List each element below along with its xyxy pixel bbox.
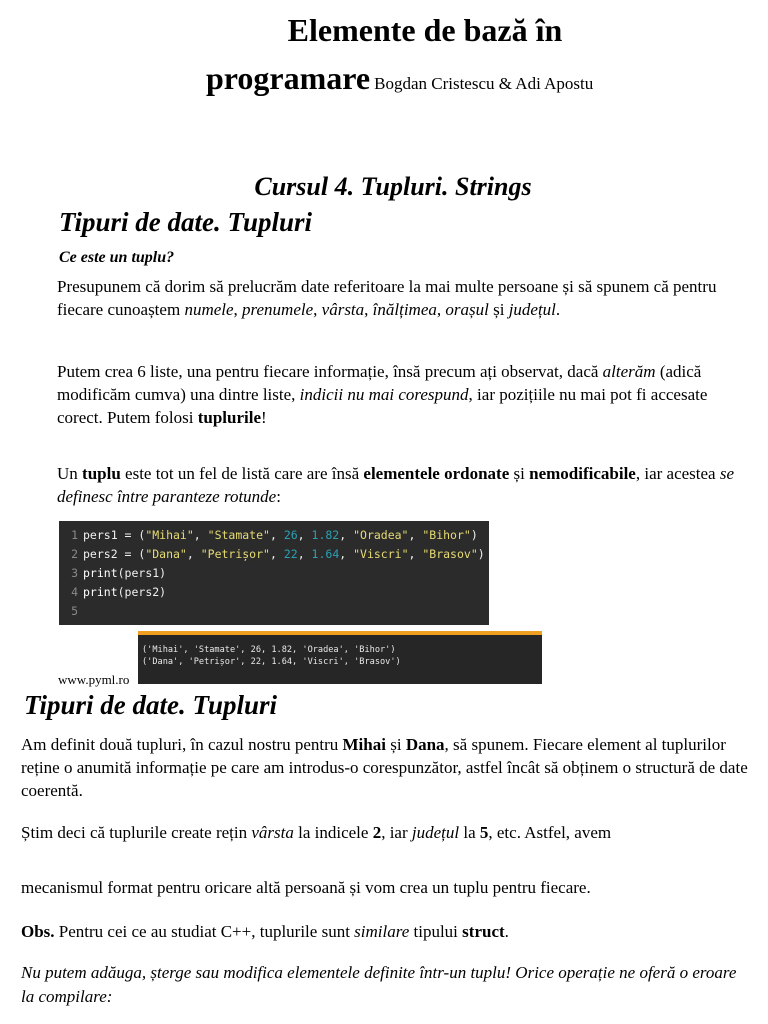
code-line bbox=[59, 545, 489, 564]
authors: Bogdan Cristescu & Adi Apostu bbox=[374, 74, 594, 93]
code-token: print bbox=[83, 585, 118, 599]
text-run: la indicele bbox=[293, 823, 373, 842]
paragraph bbox=[21, 876, 751, 899]
line-number: 1 bbox=[71, 528, 78, 542]
text-run: , bbox=[436, 300, 446, 319]
code-line bbox=[59, 583, 489, 602]
text-run: Știm deci că tuplurile create rețin bbox=[21, 823, 252, 842]
question-subheading: Ce este un tuplu? bbox=[59, 249, 175, 266]
text-run: Obs. bbox=[21, 922, 55, 941]
text-run: 2 bbox=[372, 823, 382, 842]
text-run: tipului bbox=[409, 922, 463, 941]
line-number: 5 bbox=[71, 604, 78, 618]
text-run: Putem crea 6 liste, una pentru fiecare informație, însă precum ați observat, dacă bbox=[57, 362, 603, 381]
code-token: "Petrișor" bbox=[200, 547, 270, 561]
code-token: , bbox=[297, 528, 312, 542]
code-token: (pers1) bbox=[117, 566, 167, 580]
text-run: , etc. Astfel, avem bbox=[488, 823, 612, 842]
text-run: vârsta bbox=[321, 300, 365, 319]
code-token: ) bbox=[477, 547, 485, 561]
text-run: Pentru cei ce au studiat C++, tuplurile sunt bbox=[54, 922, 355, 941]
code-token: , bbox=[193, 528, 208, 542]
text-run: Nu putem adăuga, șterge sau modifica elementele definite într-un tuplu! Orice operație ne oferă o eroare la compilare: bbox=[21, 963, 737, 1006]
code-editor bbox=[59, 521, 489, 625]
code-token: "Dana" bbox=[145, 547, 187, 561]
paragraph bbox=[57, 360, 737, 429]
text-run: și bbox=[509, 464, 530, 483]
paragraph bbox=[57, 275, 737, 321]
section-heading: Tipuri de date. Tupluri bbox=[59, 207, 313, 237]
code-token: "Oradea" bbox=[353, 528, 409, 542]
output-line: ('Mihai', 'Stamate', 26, 1.82, 'Oradea', 'Bihor') bbox=[142, 645, 396, 655]
code-token: pers2 = ( bbox=[83, 547, 146, 561]
section-heading: Tipuri de date. Tupluri bbox=[24, 690, 278, 720]
text-run: , iar acestea bbox=[635, 464, 720, 483]
text-run: : bbox=[276, 487, 281, 506]
text-run: , iar bbox=[381, 823, 412, 842]
text-run: la bbox=[459, 823, 480, 842]
text-run: înălțimea bbox=[372, 300, 437, 319]
code-token: print bbox=[83, 566, 118, 580]
text-run: și bbox=[488, 300, 509, 319]
document-title-word: programare bbox=[206, 60, 371, 96]
text-run: , bbox=[313, 300, 322, 319]
code-text bbox=[83, 564, 166, 583]
text-run: nemodificabile bbox=[529, 464, 636, 483]
code-token: "Viscri" bbox=[353, 547, 409, 561]
text-run: similare bbox=[354, 922, 410, 941]
code-token: pers1 = ( bbox=[83, 528, 146, 542]
text-run: tuplu bbox=[82, 464, 121, 483]
paragraph bbox=[21, 920, 751, 943]
text-run: Un bbox=[57, 464, 83, 483]
document-title: Elemente de bază în bbox=[287, 12, 563, 48]
line-number: 2 bbox=[71, 547, 78, 561]
text-run: . bbox=[504, 922, 509, 941]
line-number: 4 bbox=[71, 585, 78, 599]
code-line bbox=[59, 526, 489, 545]
code-token: 1.64 bbox=[311, 547, 340, 561]
text-run: este tot un fel de listă care are însă bbox=[120, 464, 364, 483]
code-token: , bbox=[297, 547, 312, 561]
code-token: 22 bbox=[283, 547, 298, 561]
code-token: , bbox=[339, 547, 354, 561]
text-run: județul bbox=[508, 300, 556, 319]
text-run: . bbox=[555, 300, 561, 319]
text-run: Dana bbox=[405, 735, 445, 754]
code-line bbox=[59, 564, 489, 583]
text-run: vârsta bbox=[251, 823, 294, 842]
text-run: județul bbox=[411, 823, 460, 842]
text-run: elementele ordonate bbox=[363, 464, 510, 483]
code-token: "Stamate" bbox=[207, 528, 270, 542]
text-run: se definesc între paranteze rotunde bbox=[57, 464, 735, 506]
text-run: și bbox=[385, 735, 406, 754]
code-token: ) bbox=[470, 528, 478, 542]
code-text bbox=[83, 526, 478, 545]
watermark: www.pyml.ro bbox=[58, 672, 130, 687]
text-run: prenumele bbox=[242, 300, 314, 319]
paragraph bbox=[21, 821, 751, 844]
code-text bbox=[83, 583, 166, 602]
code-token: 1.82 bbox=[311, 528, 340, 542]
code-line bbox=[59, 602, 489, 621]
text-run: Presupunem că dorim să prelucrăm date referitoare la mai multe persoane și să spunem că pentru fiecare cunoaștem bbox=[57, 277, 717, 319]
text-run: , iar pozițiile nu mai pot fi accesate corect. Putem folosi bbox=[57, 385, 708, 427]
code-token: "Mihai" bbox=[145, 528, 194, 542]
text-run: numele bbox=[184, 300, 234, 319]
code-token: , bbox=[186, 547, 201, 561]
text-run: , bbox=[233, 300, 243, 319]
code-token: , bbox=[269, 547, 284, 561]
console-output bbox=[138, 631, 542, 684]
text-run: , bbox=[364, 300, 373, 319]
text-run: (adică modificăm cumva) una dintre liste, bbox=[57, 362, 702, 404]
text-run: Am definit două tupluri, în cazul nostru pentru bbox=[21, 735, 343, 754]
document-title-line2 bbox=[206, 60, 593, 97]
text-run: indicii nu mai corespund bbox=[299, 385, 469, 404]
code-token: "Brasov" bbox=[422, 547, 478, 561]
paragraph bbox=[57, 462, 737, 508]
text-run: ! bbox=[261, 408, 267, 427]
text-run: tuplurile bbox=[197, 408, 261, 427]
text-run: Mihai bbox=[342, 735, 386, 754]
code-token: , bbox=[408, 528, 423, 542]
paragraph bbox=[21, 961, 751, 1009]
paragraph bbox=[21, 733, 751, 802]
text-run: struct bbox=[462, 922, 505, 941]
code-token: 26 bbox=[283, 528, 298, 542]
text-run: 5 bbox=[479, 823, 489, 842]
code-token: , bbox=[339, 528, 354, 542]
text-run: alterăm bbox=[602, 362, 656, 381]
code-token: "Bihor" bbox=[422, 528, 471, 542]
text-run: , să spunem. Fiecare element al tuplurilor reține o anumită informație pe care am introdus-o corespunzător, astfel încât să obținem o structură de date coerentă. bbox=[21, 735, 748, 800]
code-token: , bbox=[269, 528, 284, 542]
line-number: 3 bbox=[71, 566, 78, 580]
text-run: mecanismul format pentru oricare altă persoană și vom crea un tuplu pentru fiecare. bbox=[21, 878, 591, 897]
code-token: (pers2) bbox=[117, 585, 167, 599]
code-token: , bbox=[408, 547, 423, 561]
course-title: Cursul 4. Tupluri. Strings bbox=[254, 172, 532, 201]
text-run: orașul bbox=[445, 300, 489, 319]
output-line: ('Dana', 'Petrișor', 22, 1.64, 'Viscri', 'Brasov') bbox=[142, 657, 401, 667]
code-text bbox=[83, 545, 485, 564]
